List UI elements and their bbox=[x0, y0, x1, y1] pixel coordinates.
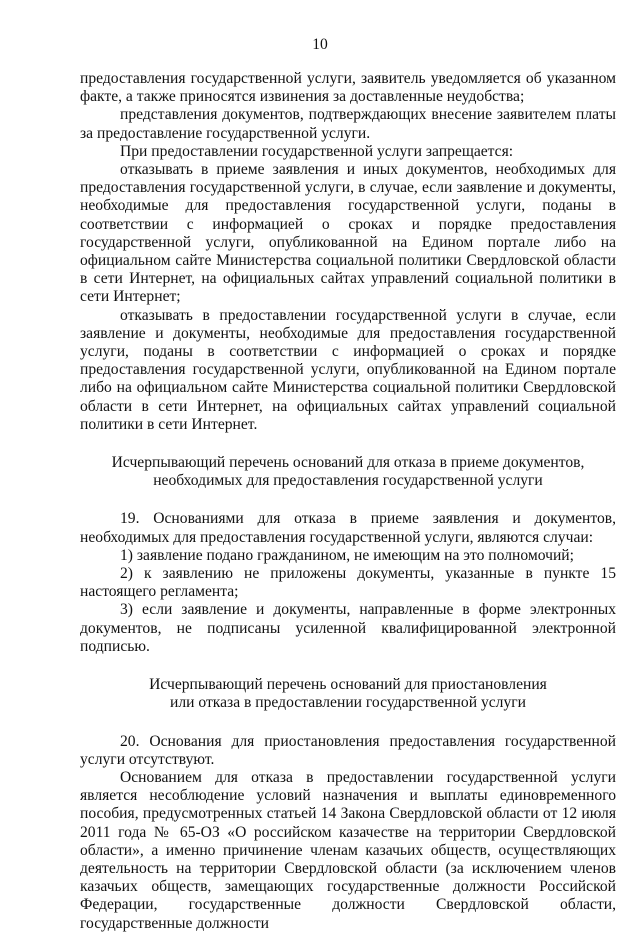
list-item: 2) к заявлению не приложены документы, указанные в пункте 15 настоящего регламента; bbox=[80, 565, 616, 601]
paragraph: представления документов, подтверждающих внесение заявителем платы за предоставление государственной услуги. bbox=[80, 106, 616, 142]
document-body bbox=[80, 70, 616, 933]
paragraph: отказывать в приеме заявления и иных документов, необходимых для предоставления государственной услуги, в случае, если заявление и документы, необходимые для предоставления государственной услуги, поданы в соответствии с информацией о сроках и порядке предоставления государственной услуги, опубликованной на Едином портале либо на официальном сайте Министерства социальной политики Свердловской области в сети Интернет, на официальных сайтах управлений социальной политики в сети Интернет; bbox=[80, 161, 616, 306]
heading-line: Исчерпывающий перечень оснований для приостановления bbox=[149, 676, 547, 694]
list-item: 3) если заявление и документы, направленные в форме электронных документов, не подписаны усиленной квалифицированной электронной подписью. bbox=[80, 601, 616, 655]
section-heading-refusal-documents bbox=[80, 454, 616, 490]
paragraph: Основанием для отказа в предоставлении государственной услуги является несоблюдение условий назначения и выплаты единовременного пособия, предусмотренных статьей 14 Закона Свердловской области от 12 июля 2011 года № 65-ОЗ «О российском казачестве на территории Свердловской области», а именно причинение членам казачьих обществ, осуществляющих деятельность на территории Свердловской области (за исключением членов казачьих обществ, замещающих государственные должности Российской Федерации, государственные должности Свердловской области, государственные должности bbox=[80, 768, 616, 932]
heading-line: необходимых для предоставления государственной услуги bbox=[153, 472, 543, 490]
section-heading-suspension-refusal bbox=[80, 676, 616, 712]
list-item: 1) заявление подано гражданином, не имеющим на это полномочий; bbox=[120, 546, 574, 564]
paragraph: отказывать в предоставлении государственной услуги в случае, если заявление и документы, необходимые для предоставления государственной услуги, поданы в соответствии с информацией о сроках и порядке предоставления государственной услуги, опубликованной на Едином портале либо на официальном сайте Министерства социальной политики Свердловской области в сети Интернет, на официальных сайтах управлений социальной политики в сети Интернет. bbox=[80, 306, 616, 433]
paragraph: предоставления государственной услуги, заявитель уведомляется об указанном факте, а также приносятся извинения за доставленные неудобства; bbox=[80, 70, 616, 106]
paragraph: При предоставлении государственной услуги запрещается: bbox=[120, 142, 514, 160]
heading-line: или отказа в предоставлении государственной услуги bbox=[170, 694, 526, 712]
paragraph: 20. Основания для приостановления предоставления государственной услуги отсутствуют. bbox=[80, 732, 616, 768]
page-number: 10 bbox=[312, 36, 328, 53]
paragraph: 19. Основаниями для отказа в приеме заявления и документов, необходимых для предоставления государственной услуги, являются случаи: bbox=[80, 510, 616, 546]
heading-line: Исчерпывающий перечень оснований для отказа в приеме документов, bbox=[111, 454, 585, 472]
